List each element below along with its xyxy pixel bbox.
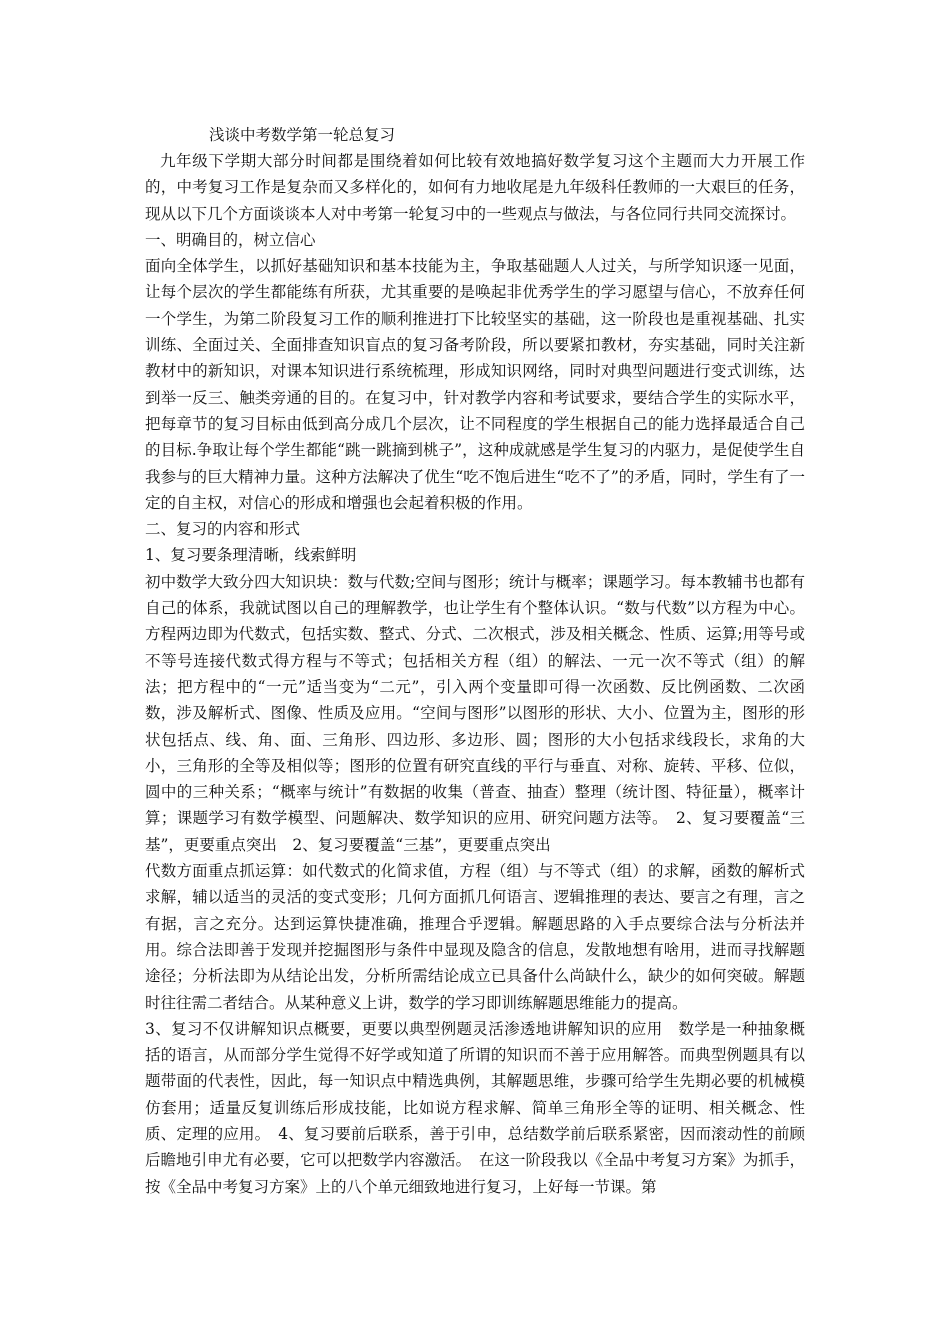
examples-paragraph: 3、复习不仅讲解知识点概要，更要以典型例题灵活渗透地讲解知识的应用 数学是一种抽象概括的语言，从而部分学生觉得不好学或知道了所谓的知识而不善于应用解答。而典型例题具有以题带面的代表性，因此，每一知识点中精选典例，其解题思维，步骤可给学生先期必要的机械模仿套用；适量反复训练后形成技能，比如说方程求解、简单三角形全等的证明、相关概念、性质、定理的应用。 4、复习要前后联系，善于引申，总结数学前后联系紧密，因而滚动性的前顾后瞻地引申尤有必要，它可以把数学内容激活。 在这一阶段我以《全品中考复习方案》为抓手，按《全品中考复习方案》上的八个单元细致地进行复习，上好每一节课。第: [145, 1019, 805, 1196]
knowledge-blocks-paragraph: 初中数学大致分四大知识块：数与代数;空间与图形；统计与概率；课题学习。每本教辅书也都有自己的体系，我就试图以自己的理解教学，也让学生有个整体认识。“数与代数”以方程为中心。方程两边即为代数式，包括实数、整式、分式、二次根式，涉及相关概念、性质、运算;用等号或不等号连接代数式得方程与不等式；包括相关方程（组）的解法、一元一次不等式（组）的解法；把方程中的“一元”适当变为“二元”，引入两个变量即可得一次函数、反比例函数、二次函数，涉及解析式、图像、性质及应用。“空间与图形”以图形的形状、大小、位置为主，图形的形状包括点、线、角、面、三角形、四边形、多边形、圆；图形的大小包括求线段长，求角的大小，三角形的全等及相似等；图形的位置有研究直线的平行与垂直、对称、旋转、平移、位似，圆中的三种关系；“概率与统计”有数据的收集（普查、抽查）整理（统计图、特征量），概率计算；课题学习有数学模型、问题解决、数学知识的应用、研究问题方法等。 2、复习要覆盖“三基”，更要重点突出 2、复习要覆盖“三基”，更要重点突出: [145, 572, 805, 854]
intro-paragraph: 九年级下学期大部分时间都是围绕着如何比较有效地搞好数学复习这个主题而大力开展工作的，中考复习工作是复杂而又多样化的，如何有力地收尾是九年级科任教师的一大艰巨的任务，现从以下几个方面谈谈本人对中考第一轮复习中的一些观点与做法，与各位同行共同交流探讨。: [145, 152, 805, 223]
section-heading-1: 一、明确目的，树立信心: [145, 230, 316, 249]
algebra-focus-paragraph: 代数方面重点抓运算：如代数式的化简求值，方程（组）与不等式（组）的求解，函数的解析式求解，辅以适当的灵活的变式变形；几何方面抓几何语言、逻辑推理的表达、要言之有理，言之有据，言之充分。达到运算快捷准确，推理合乎逻辑。解题思路的入手点要综合法与分析法并用。综合法即善于发现并挖掘图形与条件中显现及隐含的信息，发散地想有啥用，进而寻找解题途径；分析法即为从结论出发，分析所需结论成立已具备什么尚缺什么，缺少的如何突破。解题时往往需二者结合。从某种意义上讲，数学的学习即训练解题思维能力的提高。: [145, 862, 805, 1012]
document-page: [145, 122, 805, 1200]
document-title: 浅谈中考数学第一轮总复习: [209, 126, 396, 144]
subsection-heading-1: 1、复习要条理清晰，线索鲜明: [145, 546, 357, 565]
section-heading-2: 二、复习的内容和形式: [145, 520, 301, 539]
section-1-paragraph: 面向全体学生，以抓好基础知识和基本技能为主，争取基础题人人过关，与所学知识逐一见面，让每个层次的学生都能练有所获，尤其重要的是唤起非优秀学生的学习愿望与信心，不放弃任何一个学生，为第二阶段复习工作的顺利推进打下比较坚实的基础，这一阶段也是重视基础、扎实训练、全面过关、全面排查知识盲点的复习备考阶段，所以要紧扣教材，夯实基础，同时关注新教材中的新知识，对课本知识进行系统梳理，形成知识网络，同时对典型问题进行变式训练，达到举一反三、触类旁通的目的。在复习中，针对教学内容和考试要求，要结合学生的实际水平，把每章节的复习目标由低到高分成几个层次，让不同程度的学生根据自己的能力选择最适合自己的目标.争取让每个学生都能“跳一跳摘到桃子”，这种成就感是学生复习的内驱力，是促使学生自我参与的巨大精神力量。这种方法解决了优生“吃不饱后进生“吃不了”的矛盾，同时，学生有了一定的自主权，对信心的形成和增强也会起着积极的作用。: [145, 257, 805, 512]
